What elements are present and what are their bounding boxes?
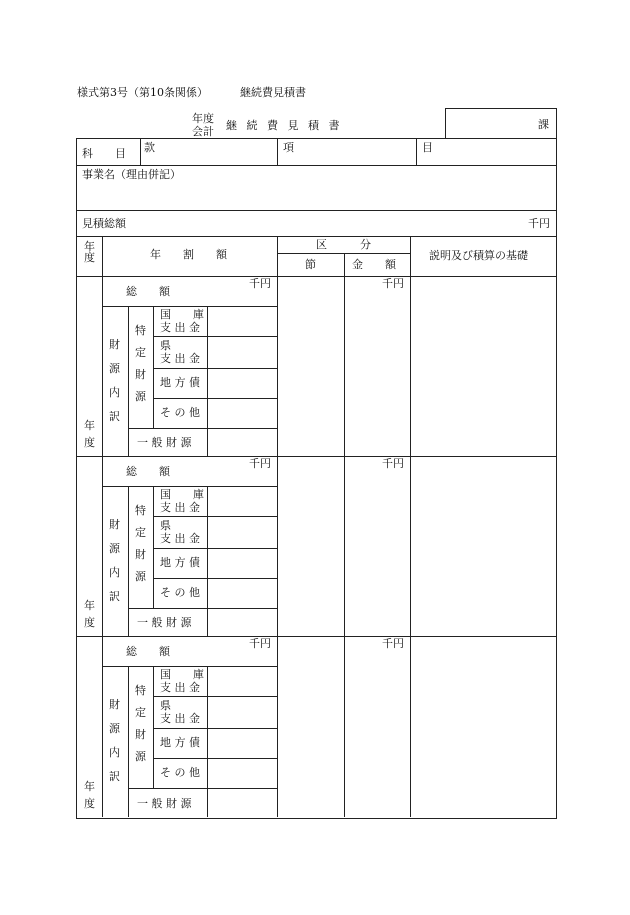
header-annual-amount: 年 割 額	[150, 248, 227, 261]
block2-national-subsidy-1: 国 庫	[160, 488, 204, 501]
block3-pref-subsidy-1: 県	[160, 699, 171, 712]
block1-other: そ の 他	[160, 406, 200, 419]
block1-total-label: 総 額	[126, 285, 170, 298]
block2-other: そ の 他	[160, 586, 200, 599]
block3-specific-source: 特 定 財 源	[135, 684, 146, 763]
block1-pref-subsidy-1: 県	[160, 339, 171, 352]
block2-total-label: 総 額	[126, 465, 170, 478]
block2-specific-source: 特 定 財 源	[135, 504, 146, 583]
estimate-total-label: 見積総額	[82, 217, 126, 230]
header-setsu: 節	[305, 258, 316, 271]
form-title: 継続費見積書	[240, 86, 306, 99]
block1-national-subsidy-1: 国 庫	[160, 308, 204, 321]
header-year-label: 年 度	[84, 240, 95, 264]
block3-national-subsidy-2: 支 出 金	[160, 681, 200, 694]
fiscal-year-label: 年度	[192, 112, 214, 125]
block1-year-label: 年 度	[84, 419, 95, 449]
block1-source-breakdown: 財 源 内 訳	[109, 338, 120, 423]
block1-local-bond: 地 方 債	[160, 376, 200, 389]
block3-other: そ の 他	[160, 766, 200, 779]
doc-title: 継 続 費 見 積 書	[226, 119, 343, 132]
block1-national-subsidy-2: 支 出 金	[160, 321, 200, 334]
block2-pref-subsidy-1: 県	[160, 519, 171, 532]
block2-unit-annual: 千円	[249, 457, 271, 470]
block1-unit-amount: 千円	[382, 277, 404, 290]
block2-year-label: 年 度	[84, 599, 95, 629]
block2-general-source: 一 般 財 源	[137, 616, 192, 629]
block3-unit-amount: 千円	[382, 637, 404, 650]
block2-pref-subsidy-2: 支 出 金	[160, 532, 200, 545]
block1-general-source: 一 般 財 源	[137, 436, 192, 449]
moku-label: 目	[422, 141, 433, 154]
header-amount: 金 額	[352, 258, 396, 271]
header-classification: 区 分	[316, 238, 371, 251]
subject-label: 科 目	[82, 147, 126, 160]
block1-pref-subsidy-2: 支 出 金	[160, 352, 200, 365]
block3-year-label: 年 度	[84, 780, 95, 810]
block2-local-bond: 地 方 債	[160, 556, 200, 569]
form-number: 様式第3号（第10条関係）	[77, 86, 208, 99]
block2-source-breakdown: 財 源 内 訳	[109, 518, 120, 603]
project-name-label: 事業名（理由併記）	[82, 168, 181, 181]
estimate-total-unit: 千円	[528, 217, 550, 230]
block3-national-subsidy-1: 国 庫	[160, 668, 204, 681]
kou-label: 項	[283, 141, 294, 154]
header-explanation: 説明及び積算の基礎	[429, 249, 528, 262]
block3-general-source: 一 般 財 源	[137, 797, 192, 810]
block2-national-subsidy-2: 支 出 金	[160, 501, 200, 514]
section-label: 課	[538, 118, 549, 131]
block3-total-label: 総 額	[126, 645, 170, 658]
block3-pref-subsidy-2: 支 出 金	[160, 712, 200, 725]
block2-unit-amount: 千円	[382, 457, 404, 470]
account-label: 会計	[192, 125, 214, 138]
block3-source-breakdown: 財 源 内 訳	[109, 698, 120, 783]
kan-label: 款	[144, 141, 155, 154]
block3-unit-annual: 千円	[249, 637, 271, 650]
block1-specific-source: 特 定 財 源	[135, 324, 146, 403]
block1-unit-annual: 千円	[249, 277, 271, 290]
block3-local-bond: 地 方 債	[160, 736, 200, 749]
